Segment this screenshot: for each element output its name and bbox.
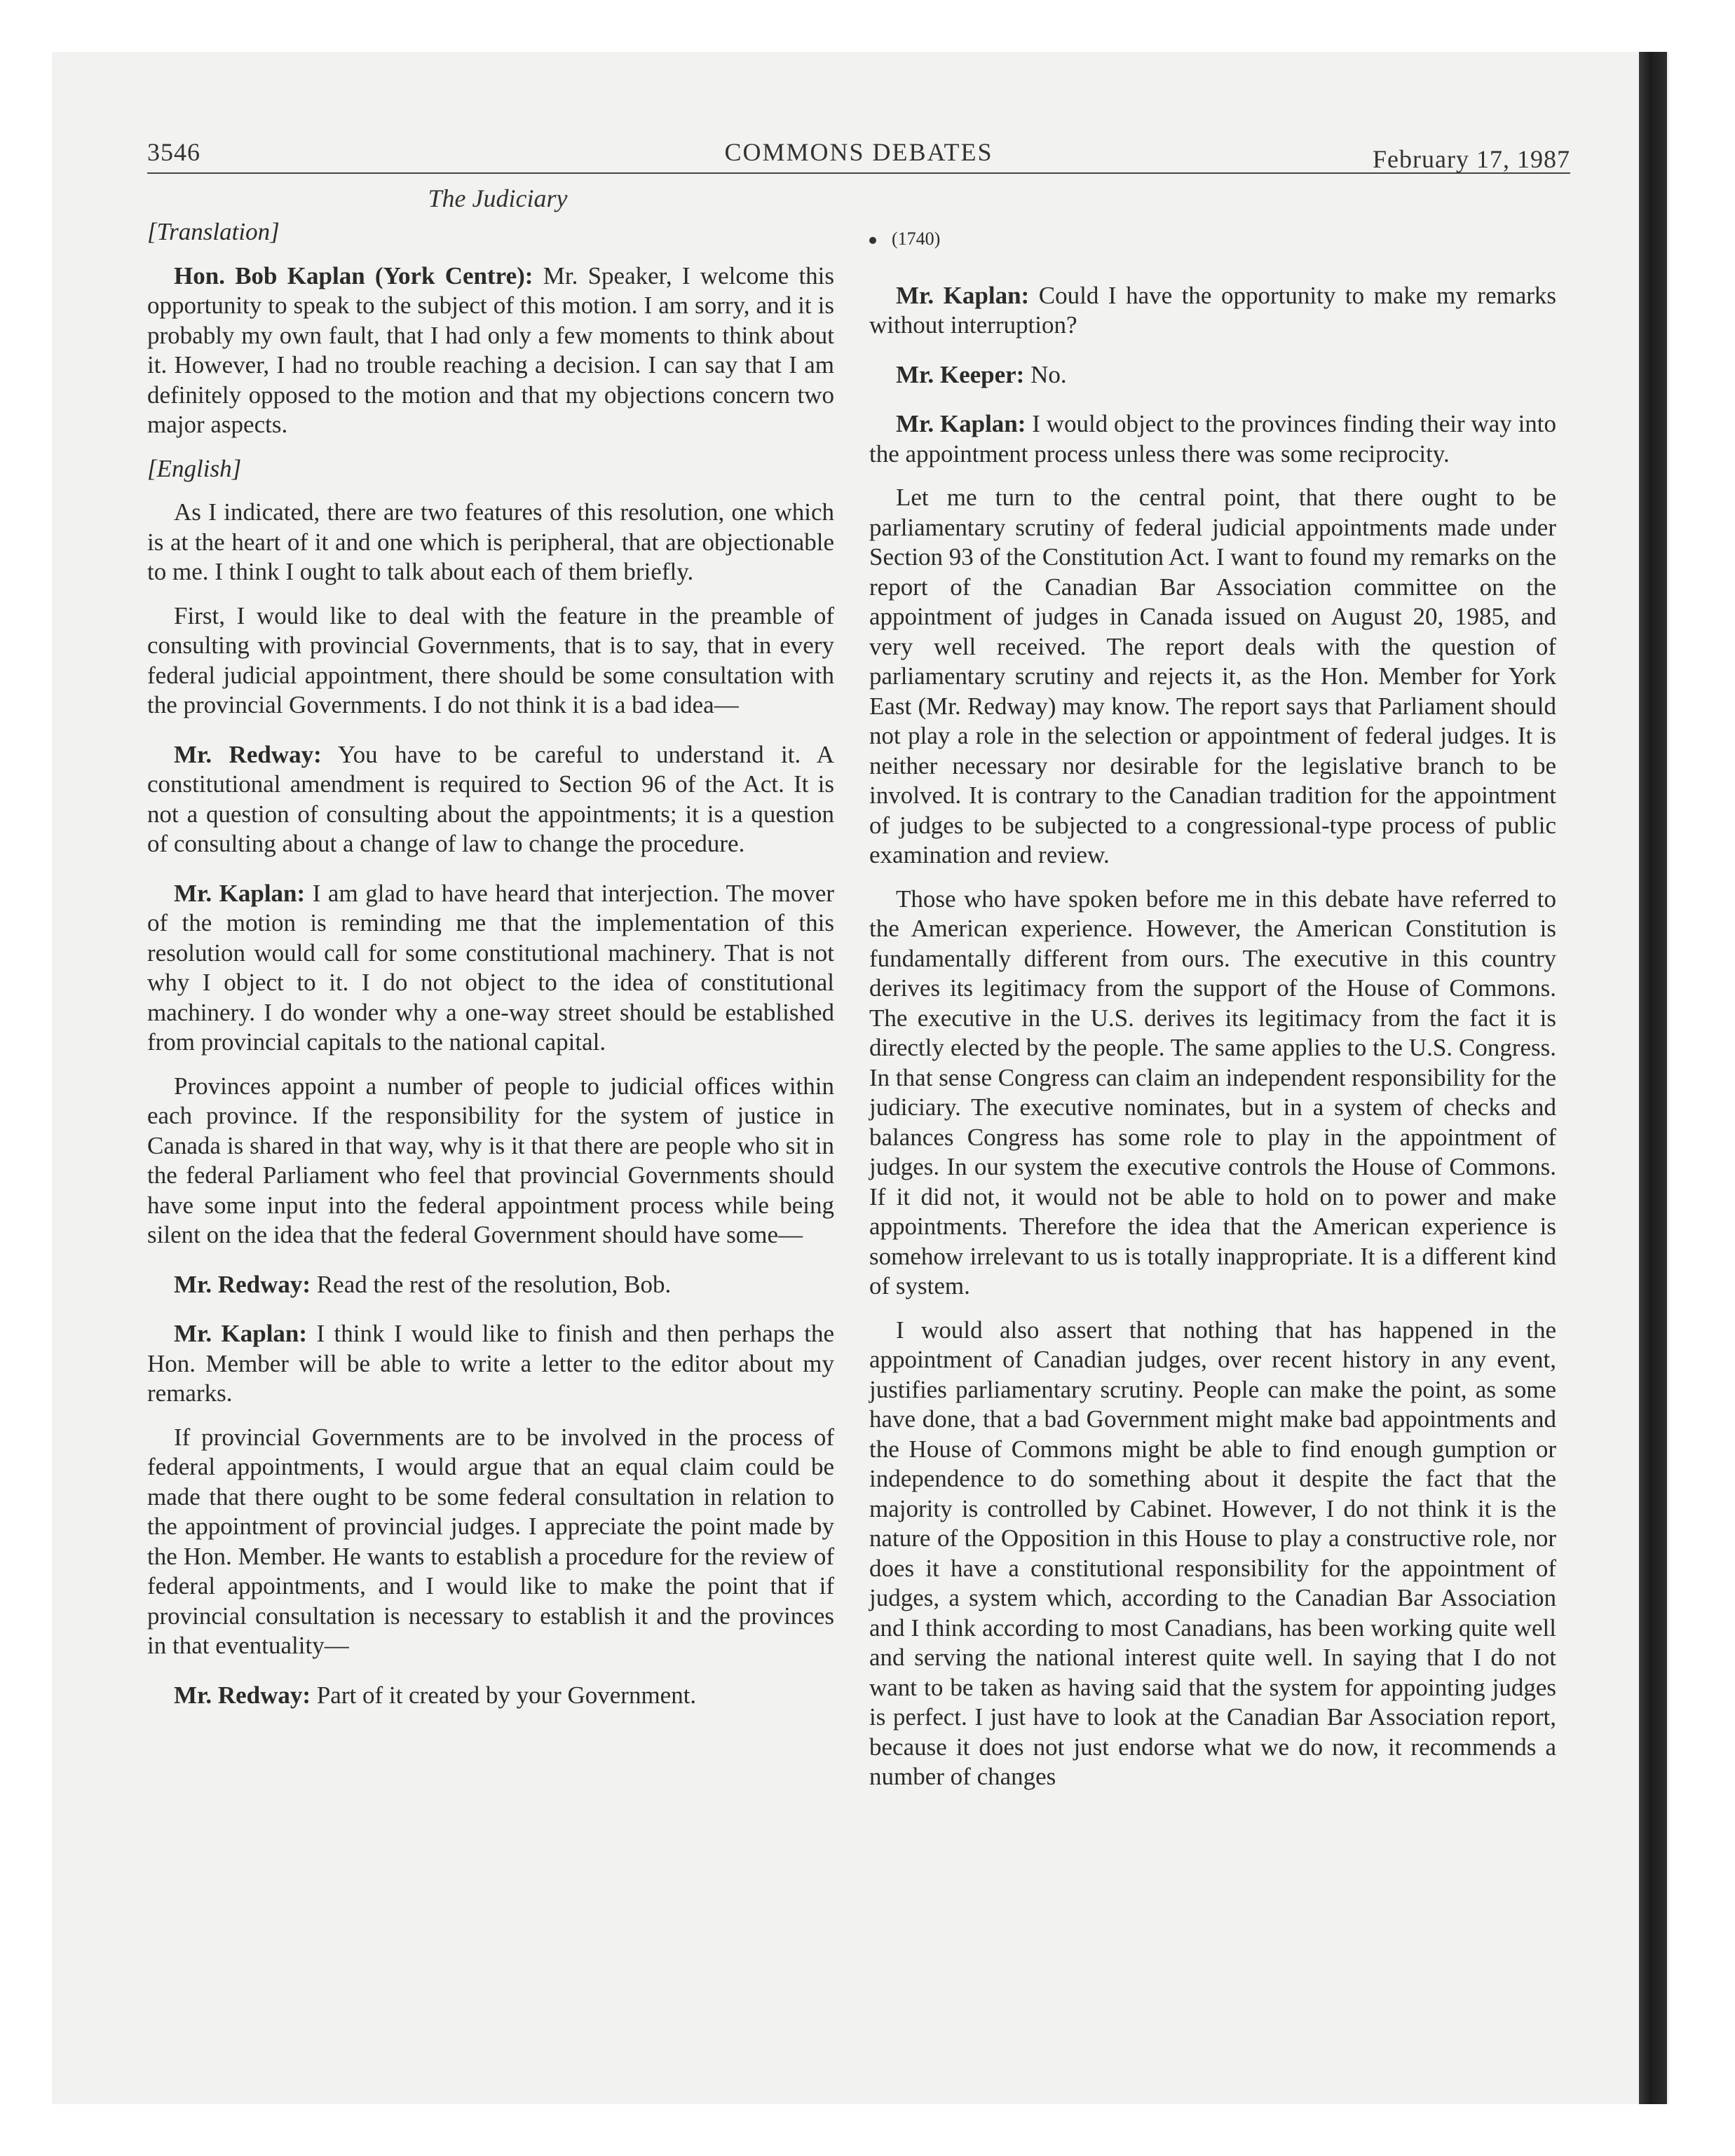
- speech-text: I am glad to have heard that interjection. The mover of the motion is reminding me that the implementation of this resolution would call for some constitutional machinery. That is not why I object to it. I do not object to the idea of constitutional machinery. I do wonder why a one-way street should be established from provincial capitals to the national capital.: [147, 879, 835, 1056]
- speech-text: Read the rest of the resolution, Bob.: [316, 1270, 672, 1298]
- speaker-name: Mr. Redway:: [174, 1270, 311, 1298]
- paragraph: First, I would like to deal with the feature in the preamble of consulting with provincial Governments, that is to say, that in every federal judicial appointment, there should be some consultation with the provincial Governments. I do not think it is a bad idea—: [147, 601, 834, 718]
- time-marker-text: (1740): [892, 228, 941, 249]
- speech-paragraph: [869, 360, 1556, 390]
- section-title: The Judiciary: [428, 184, 568, 212]
- page-number: 3546: [147, 138, 200, 166]
- speaker-name: Mr. Kaplan:: [174, 1320, 308, 1347]
- document-page: [147, 133, 1570, 2068]
- header-rule: [147, 172, 1570, 174]
- speech-paragraph: [147, 740, 834, 859]
- speech-text: No.: [1030, 360, 1067, 388]
- speaker-name: Mr. Keeper:: [896, 360, 1025, 388]
- speech-paragraph: [147, 879, 834, 1058]
- speech-paragraph: [147, 1681, 834, 1711]
- speech-text: Mr. Speaker, I welcome this opportunity to speak to the subject of this motion. I am sorry, and it is probably my own fault, that I had only a few moments to think about it. However, I had no trouble reaching a decision. I can say that I am definitely opposed to the motion and that my objections concern two major aspects.: [147, 261, 835, 438]
- speech-text: I would object to the provinces finding their way into the appointment process unless there was some reciprocity.: [869, 410, 1557, 468]
- bullet-icon: [869, 237, 876, 244]
- speech-text: Could I have the opportunity to make my remarks without interruption?: [869, 281, 1557, 339]
- right-column: [869, 217, 1556, 1806]
- speech-text: I think I would like to finish and then perhaps the Hon. Member will be able to write a letter to the editor about my remarks.: [147, 1320, 835, 1407]
- speaker-name: Mr. Kaplan:: [896, 410, 1026, 437]
- speaker-name: Mr. Kaplan:: [174, 879, 306, 907]
- left-column: [147, 217, 834, 1724]
- paragraph: Provinces appoint a number of people to judicial offices within each province. If the responsibility for the system of justice in Canada is shared in that way, why is it that there are people who sit in the federal Parliament who feel that provincial Governments should have some input into the federal appointment process while being silent on the idea that the federal Government should have some—: [147, 1072, 834, 1248]
- speaker-name: Hon. Bob Kaplan (York Centre):: [174, 261, 533, 289]
- speech-paragraph: [147, 1319, 834, 1409]
- running-header: [147, 133, 1570, 175]
- issue-date: February 17, 1987: [1373, 145, 1570, 173]
- binding-shadow: [1639, 52, 1667, 2104]
- speech-paragraph: [869, 409, 1556, 469]
- paragraph: Those who have spoken before me in this debate have referred to the American experience. However, the American Constitution is fundamentally different from ours. The executive in this country derives its legitimacy from the support of the House of Commons. The executive in the U.S. derives its legitimacy from the fact it is directly elected by the people. The same applies to the U.S. Congress. In that sense Congress can claim an independent responsibility for the judiciary. The executive nominates, but in a system of checks and balances Congress has some role to play in the appointment of judges. In our system the executive controls the House of Commons. If it did not, it would not be able to hold on to power and make appointments. Therefore the idea that the American experience is somehow irrelevant to us is totally inappropriate. It is a different kind of system.: [869, 885, 1556, 1299]
- speech-text: Part of it created by your Government.: [316, 1681, 697, 1709]
- time-marker: [869, 217, 1556, 254]
- speaker-name: Mr. Redway:: [174, 1681, 311, 1709]
- paragraph: As I indicated, there are two features of this resolution, one which is at the heart of it and one which is peripheral, that are objectionable to me. I think I ought to talk about each of them briefly.: [147, 498, 834, 585]
- speech-paragraph: [147, 261, 834, 440]
- speaker-name: Mr. Kaplan:: [896, 281, 1030, 309]
- paragraph: If provincial Governments are to be involved in the process of federal appointments, I would argue that an equal claim could be made that there ought to be some federal consultation in relation to the appointment of provincial judges. I appreciate the point made by the Hon. Member. He wants to establish a procedure for the review of federal appointments, and I would like to make the point that if provincial consultation is necessary to establish it and the provinces in that eventuality—: [147, 1423, 834, 1659]
- translation-label: [Translation]: [147, 218, 280, 245]
- speaker-name: Mr. Redway:: [174, 740, 322, 768]
- english-label: [English]: [147, 454, 242, 482]
- speech-paragraph: [869, 281, 1556, 341]
- speech-text: You have to be careful to understand it. A constitutional amendment is required to Section 96 of the Act. It is not a question of consulting about the appointments; it is a question of consulting about a change of law to change the procedure.: [147, 740, 834, 857]
- publication-title: COMMONS DEBATES: [724, 138, 993, 166]
- paragraph: I would also assert that nothing that has happened in the appointment of Canadian judges, over recent history in any event, justifies parliamentary scrutiny. People can make the point, as some have done, that a bad Government might make bad appointments and the House of Commons might be able to find enough gumption or independence to do something about it despite the fact that the majority is controlled by Cabinet. However, I do not think it is the nature of the Opposition in this House to play a constructive role, nor does it have a constitutional responsibility for the appointment of judges, a system which, according to the Canadian Bar Association and I think according to most Canadians, has been working quite well and serving the national interest quite well. In saying that I do not want to be taken as having said that the system for appointing judges is perfect. I just have to look at the Canadian Bar Association report, because it does not just endorse what we do now, it recommends a number of changes: [869, 1316, 1556, 1790]
- paragraph: Let me turn to the central point, that there ought to be parliamentary scrutiny of federal judicial appointments made under Section 93 of the Constitution Act. I want to found my remarks on the report of the Canadian Bar Association committee on the appointment of judges in Canada issued on August 20, 1985, and very well received. The report deals with the question of parliamentary scrutiny and rejects it, as the Hon. Member for York East (Mr. Redway) may know. The report says that Parliament should not play a role in the selection or appointment of federal judges. It is neither necessary nor desirable for the legislative branch to be involved. It is contrary to the Canadian tradition for the appointment of judges to be subjected to a congressional-type process of public examination and review.: [869, 484, 1556, 868]
- speech-paragraph: [147, 1270, 834, 1300]
